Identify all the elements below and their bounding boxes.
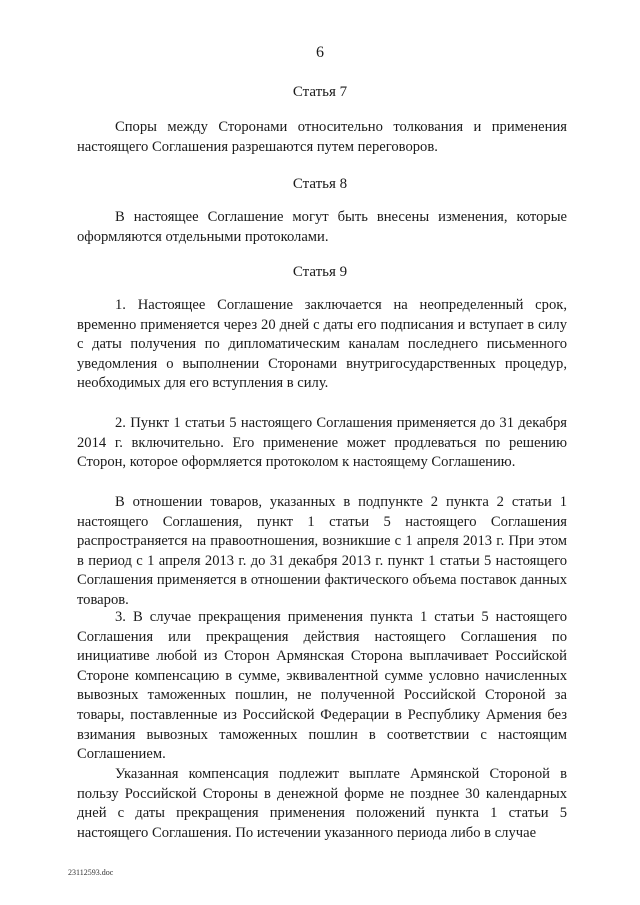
article-9-clause-1: 1. Настоящее Соглашение заключается на неопределенный срок, временно применяется через 20 дней с даты его подписания и вступает в силу с даты получения по дипломатическим каналам последнего письменного уведомления о выполнении Сторонами внутригосударственных процедур, необходимых для его вступления в силу. <box>77 297 567 392</box>
article-7-paragraph: Споры между Сторонами относительно толкования и применения настоящего Соглашения разрешаются путем переговоров. <box>77 119 567 155</box>
article-8-heading: Статья 8 <box>292 176 348 192</box>
article-9-heading: Статья 9 <box>292 264 348 280</box>
page-number: 6 <box>316 44 324 61</box>
article-9-compensation-paragraph: Указанная компенсация подлежит выплате Армянской Стороной в пользу Российской Стороны в денежной форме не позднее 30 календарных дней с даты прекращения применения положений пункта 1 статьи 5 настоящего Соглашения. По истечении указанного периода либо в случае <box>77 766 567 841</box>
article-8-paragraph: В настоящее Соглашение могут быть внесены изменения, которые оформляются отдельными протоколами. <box>77 209 567 245</box>
article-9-clause-2: 2. Пункт 1 статьи 5 настоящего Соглашения применяется до 31 декабря 2014 г. включительно. Его применение может продлеваться по решению Сторон, которое оформляется протоколом к настоящему Соглашению. <box>77 415 567 471</box>
article-9-clause-3: 3. В случае прекращения применения пункта 1 статьи 5 настоящего Соглашения или прекращения действия настоящего Соглашения по инициативе любой из Сторон Армянская Сторона выплачивает Российской Стороне компенсацию в сумме, эквивалентной сумме условно начисленных вывозных таможенных пошлин, не полученной Российской Стороной за товары, поставленные из Российской Федерации в Республику Армения без взимания вывозных таможенных пошлин в соответствии с настоящим Соглашением. <box>77 609 567 763</box>
file-name-footer: 23112593.doc <box>68 868 114 877</box>
article-9-clause-2-goods: В отношении товаров, указанных в подпункте 2 пункта 2 статьи 1 настоящего Соглашения, пункт 1 статьи 5 настоящего Соглашения распространяется на правоотношения, возникшие с 1 апреля 2013 г. При этом в период с 1 апреля 2013 г. до 31 декабря 2013 г. пункт 1 статьи 5 настоящего Соглашения применяется в отношении фактического объема поставок данных товаров. <box>77 494 567 608</box>
article-7-heading: Статья 7 <box>292 84 348 100</box>
